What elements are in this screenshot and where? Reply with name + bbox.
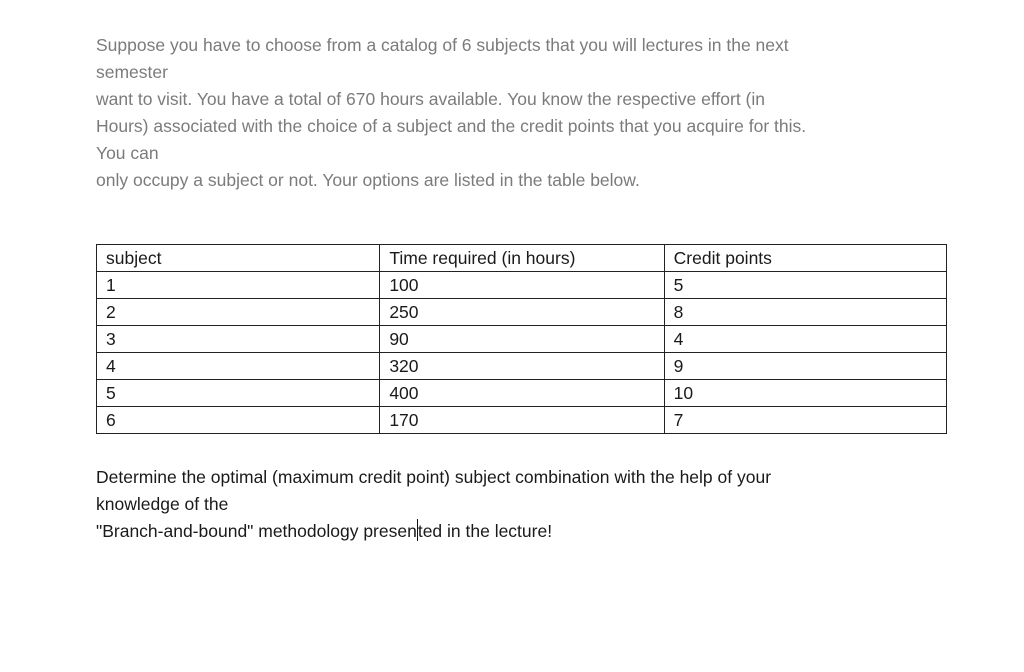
cell-credits: 10 (664, 380, 946, 407)
task-line (96, 518, 926, 545)
task-paragraph[interactable] (96, 464, 926, 545)
cell-subject: 1 (97, 272, 380, 299)
subjects-table (96, 244, 947, 434)
table-row (97, 326, 947, 353)
intro-paragraph (96, 32, 926, 194)
cell-credits: 5 (664, 272, 946, 299)
table-row (97, 407, 947, 434)
cell-time: 250 (380, 299, 664, 326)
cell-credits: 7 (664, 407, 946, 434)
task-text-before-caret: "Branch-and-bound" methodology presen (96, 521, 417, 541)
task-text-after-caret: ted in the lecture! (417, 521, 553, 541)
cell-subject: 6 (97, 407, 380, 434)
cell-time: 90 (380, 326, 664, 353)
cell-time: 170 (380, 407, 664, 434)
table-row (97, 353, 947, 380)
cell-subject: 2 (97, 299, 380, 326)
cell-time: 100 (380, 272, 664, 299)
intro-line: want to visit. You have a total of 670 hours available. You know the respective effort (in (96, 89, 765, 109)
intro-line: Hours) associated with the choice of a subject and the credit points that you acquire for this. (96, 116, 807, 136)
cell-time: 400 (380, 380, 664, 407)
header-credit-points: Credit points (664, 245, 946, 272)
cell-subject: 5 (97, 380, 380, 407)
intro-line: You can (96, 143, 159, 163)
table-header-row (97, 245, 947, 272)
task-line: knowledge of the (96, 494, 229, 514)
cell-credits: 8 (664, 299, 946, 326)
header-time-required: Time required (in hours) (380, 245, 664, 272)
cell-credits: 4 (664, 326, 946, 353)
table-row (97, 272, 947, 299)
task-line: Determine the optimal (maximum credit point) subject combination with the help of your (96, 467, 772, 487)
cell-subject: 3 (97, 326, 380, 353)
cell-time: 320 (380, 353, 664, 380)
cell-credits: 9 (664, 353, 946, 380)
intro-line: Suppose you have to choose from a catalog of 6 subjects that you will lectures in the next (96, 35, 789, 55)
table-row (97, 380, 947, 407)
intro-line: only occupy a subject or not. Your options are listed in the table below. (96, 170, 640, 190)
header-subject: subject (97, 245, 380, 272)
cell-subject: 4 (97, 353, 380, 380)
intro-line: semester (96, 62, 168, 82)
table-row (97, 299, 947, 326)
